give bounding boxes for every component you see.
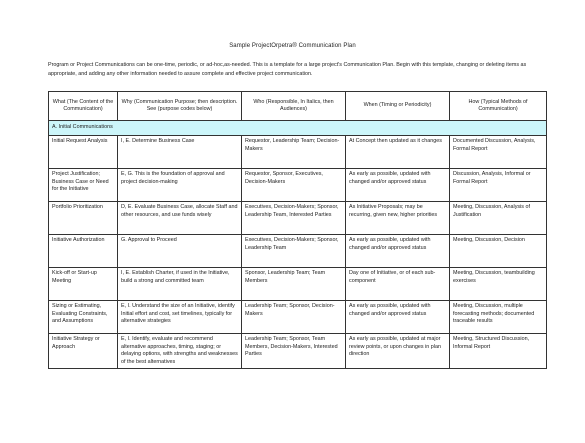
- section-row: [49, 121, 547, 136]
- cell-what: Initial Request Analysis: [49, 136, 118, 169]
- cell-who: Requestor, Sponsor, Executives, Decision-Makers: [242, 169, 346, 202]
- cell-when: As Initiative Proposals; may be recurring, given new, higher priorities: [346, 202, 450, 235]
- cell-who: Sponsor, Leadership Team; Team Members: [242, 268, 346, 301]
- table-row: [49, 202, 547, 235]
- cell-what: Project Justification; Business Case or Need for the Initiative: [49, 169, 118, 202]
- cell-what: Portfolio Prioritization: [49, 202, 118, 235]
- header-how: How (Typical Methods of Communication): [450, 92, 547, 121]
- cell-when: At Concept then updated as it changes: [346, 136, 450, 169]
- table-row: [49, 169, 547, 202]
- header-why: Why (Communication Purpose; then description. See (purpose codes below): [118, 92, 242, 121]
- cell-who: Leadership Team; Sponsor, Team Members, Decision-Makers, Interested Parties: [242, 334, 346, 369]
- cell-who: Executives, Decision-Makers; Sponsor, Leadership Team: [242, 235, 346, 268]
- cell-how: Meeting, Discussion, teambuilding exercises: [450, 268, 547, 301]
- header-when: When (Timing or Periodicity): [346, 92, 450, 121]
- cell-how: Discussion, Analysis, Informal or Formal Report: [450, 169, 547, 202]
- cell-when: As early as possible, updated with changed and/or approved status: [346, 169, 450, 202]
- table-row: [49, 235, 547, 268]
- section-label: A. Initial Communications: [49, 121, 547, 136]
- cell-when: As early as possible, updated with changed and/or approved status: [346, 235, 450, 268]
- cell-why: D, E. Evaluate Business Case, allocate Staff and other resources, and use funds wisely: [118, 202, 242, 235]
- cell-why: I, E. Determine Business Case: [118, 136, 242, 169]
- cell-how: Meeting, Discussion, Decision: [450, 235, 547, 268]
- cell-who: Leadership Team; Sponsor, Decision-Makers: [242, 301, 346, 334]
- cell-when: As early as possible, updated at major review points, or upon changes in plan direction: [346, 334, 450, 369]
- intro-paragraph: Program or Project Communications can be one-time, periodic, or ad-hoc,as-needed. This is a template for a large project's Communication Plan. Begin with this template, changing or deleting items as appropriate, and adding any other information needed to assure complete and effective project communication.: [48, 62, 527, 77]
- cell-when: As early as possible, updated with changed and/or approved status: [346, 301, 450, 334]
- cell-how: Meeting, Discussion, Analysis of Justification: [450, 202, 547, 235]
- header-who: Who (Responsible, In Italics, then Audiences): [242, 92, 346, 121]
- table-header-row: [49, 92, 547, 121]
- communication-plan-table: [48, 91, 547, 369]
- cell-why: E, G. This is the foundation of approval and project decision-making: [118, 169, 242, 202]
- document-title: Sample ProjectOrpetra® Communication Plan: [229, 43, 356, 49]
- cell-what: Initiative Strategy or Approach: [49, 334, 118, 369]
- table-row: [49, 301, 547, 334]
- cell-how: Meeting, Discussion, multiple forecasting methods; documented traceable results: [450, 301, 547, 334]
- cell-how: Meeting, Structured Discussion, Informal Report: [450, 334, 547, 369]
- header-what: What (The Content of the Communication): [49, 92, 118, 121]
- cell-what: Initiative Authorization: [49, 235, 118, 268]
- cell-who: Executives, Decision-Makers; Sponsor, Leadership Team, Interested Parties: [242, 202, 346, 235]
- cell-when: Day one of Initiative, or of each sub-component: [346, 268, 450, 301]
- cell-what: Kick-off or Start-up Meeting: [49, 268, 118, 301]
- cell-how: Documented Discussion, Analysis, Formal Report: [450, 136, 547, 169]
- table-row: [49, 268, 547, 301]
- cell-why: E, I. Identify, evaluate and recommend alternative approaches, timing, staging; or delaying options, with strengths and weaknesses of the best alternatives: [118, 334, 242, 369]
- table-row: [49, 334, 547, 369]
- cell-why: E, I. Understand the size of an Initiative, identify Initial effort and cost, set timelines, typically for alternative strategies: [118, 301, 242, 334]
- cell-why: G. Approval to Proceed: [118, 235, 242, 268]
- cell-what: Sizing or Estimating, Evaluating Constraints, and Assumptions: [49, 301, 118, 334]
- cell-why: I, E. Establish Charter, if used in the Initiative, build a strong and committed team: [118, 268, 242, 301]
- table-row: [49, 136, 547, 169]
- cell-who: Requestor, Leadership Team; Decision-Makers: [242, 136, 346, 169]
